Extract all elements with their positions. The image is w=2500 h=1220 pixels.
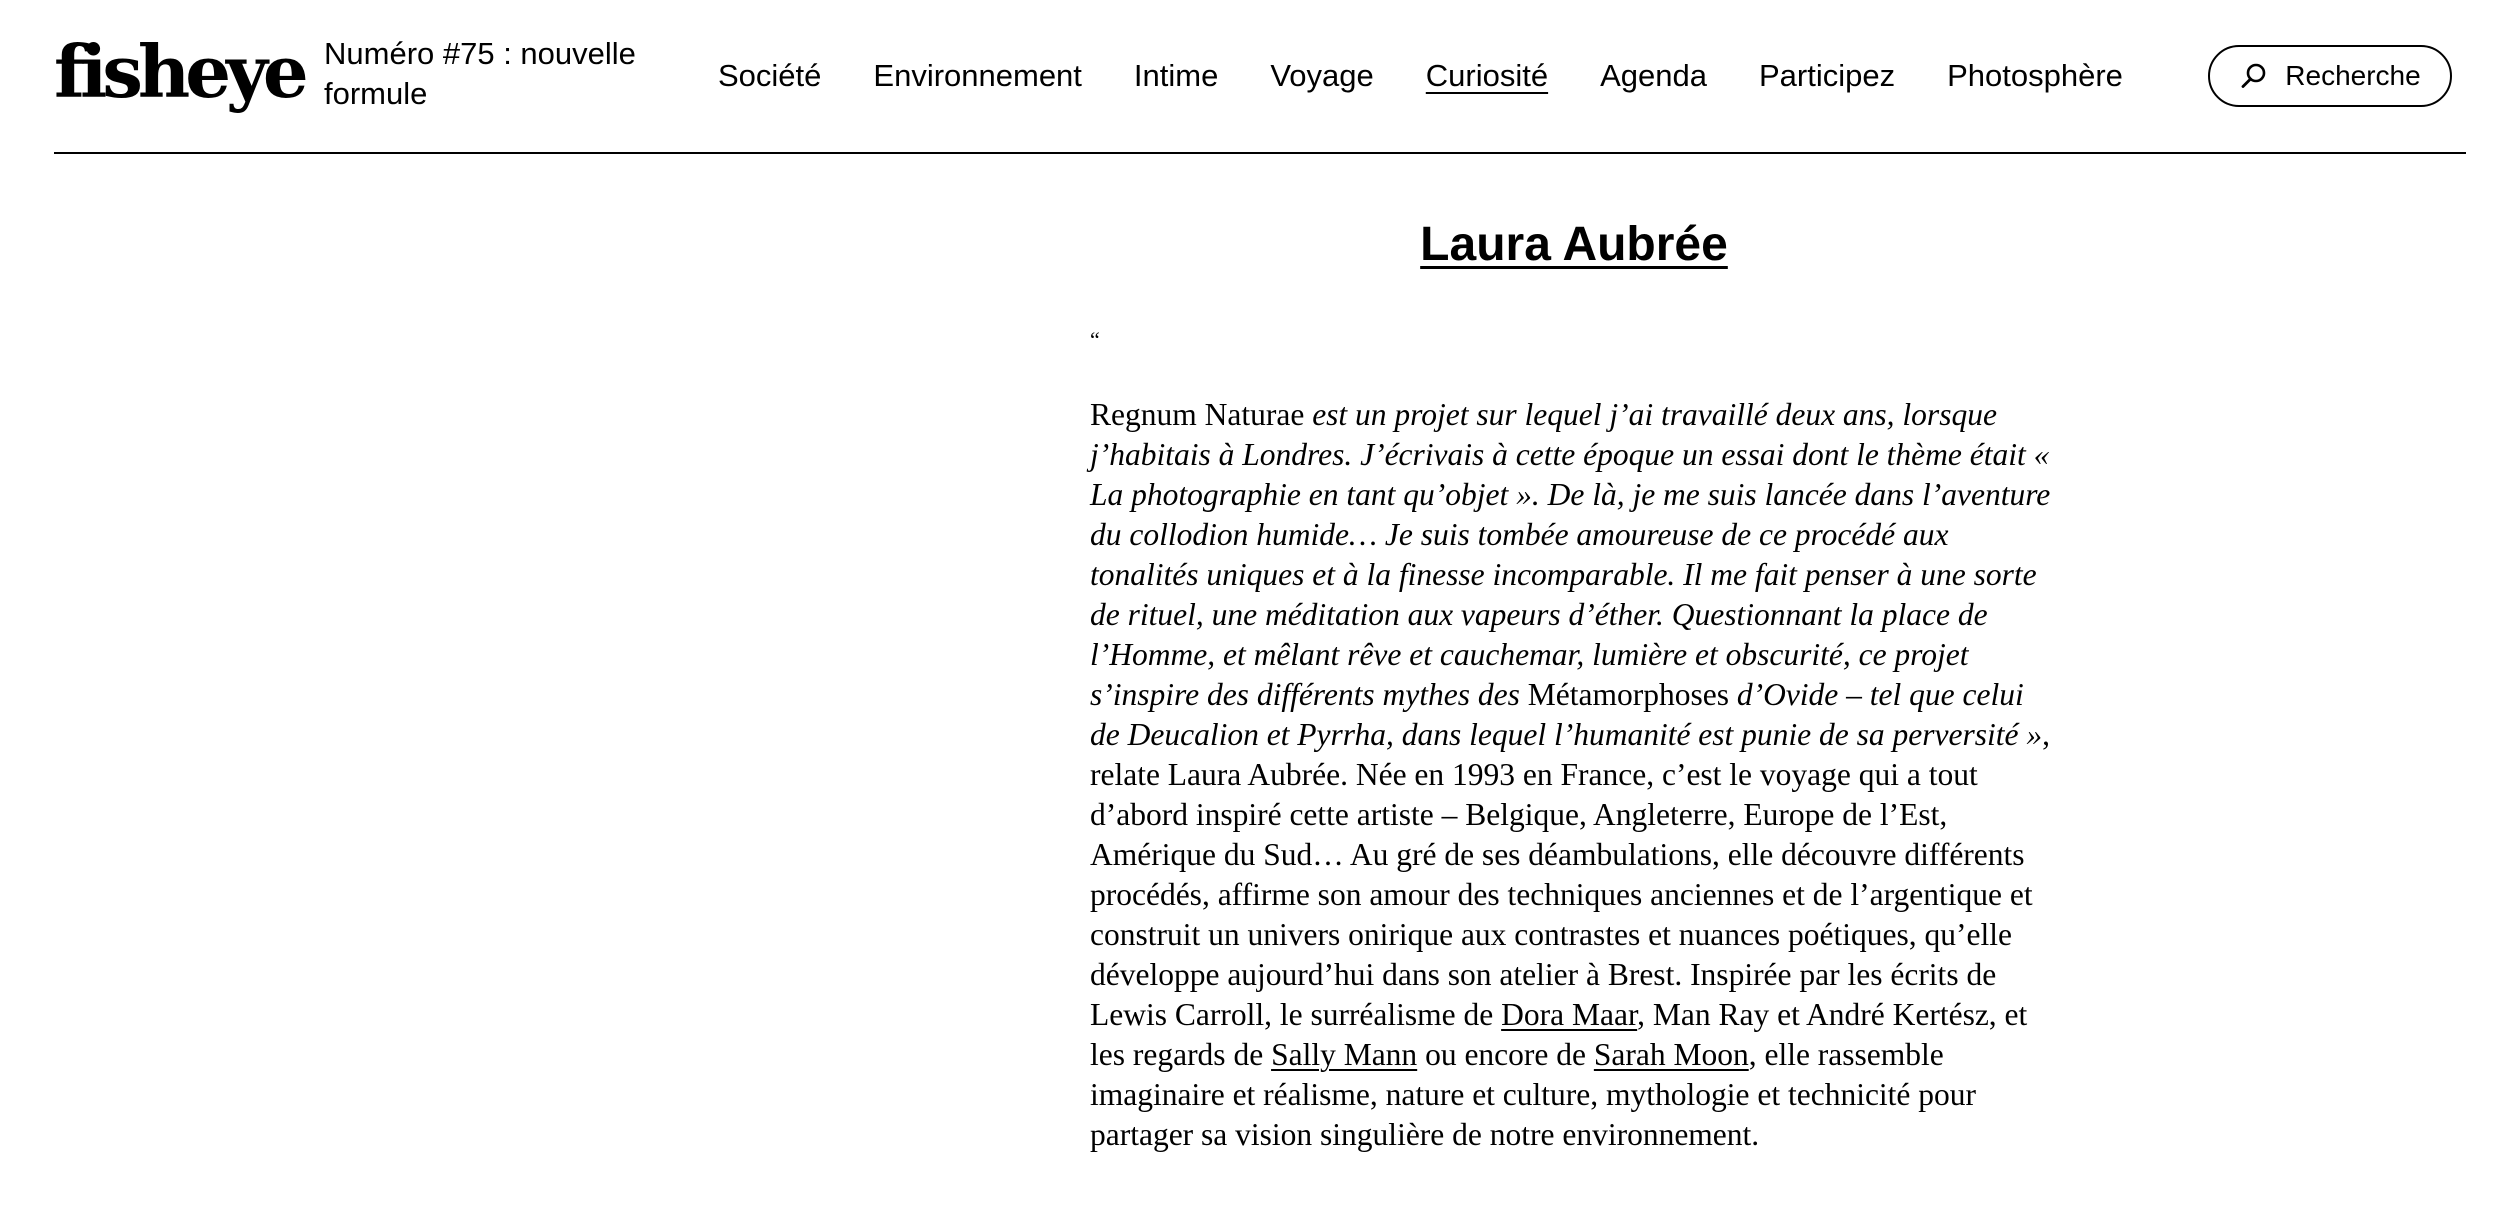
nav-item-participez[interactable]: Participez (1759, 58, 1896, 93)
nav-item-agenda[interactable]: Agenda (1600, 58, 1707, 93)
nav-item-societe[interactable]: Société (718, 58, 822, 93)
body-segment: Métamorphoses (1527, 677, 1729, 712)
body-segment: , Man Ray et André Kertész, et les regards de (1090, 997, 2028, 1072)
issue-link[interactable]: Numéro #75 : nouvelle formule (324, 36, 636, 111)
body-segment-italic: d’Ovide – tel que celui de Deucalion et Pyrrha, dans lequel l’humanité est punie de sa perversité » (1090, 677, 2043, 752)
body-segment-italic: est un projet sur lequel j’ai travaillé deux ans, lorsque j’habitais à Londres. J’écrivais à cette époque un essai dont le thème était « La photographie en tant qu’objet ». De là, je me suis lancée dans l’aventure du collodion humide… Je suis tombée amoureuse de ce procédé aux tonalités uniques et à la finesse incomparable. Il me fait penser à une sorte de rituel, une méditation aux vapeurs d’éther. Questionnant la place de l’Homme, et mêlant rêve et cauchemar, lumière et obscurité, ce projet s’inspire des différents mythes des (1090, 397, 2051, 712)
site-header (54, 0, 2466, 154)
body-segment: ou encore de (1417, 1037, 1594, 1072)
search-button[interactable] (2208, 45, 2452, 107)
opening-quote-mark: “ (1090, 327, 1100, 352)
article-title-link[interactable]: Laura Aubrée (1420, 218, 1728, 271)
nav-item-environnement[interactable]: Environnement (873, 58, 1082, 93)
link-sally-mann[interactable]: Sally Mann (1271, 1037, 1418, 1072)
search-button-label: Recherche (2285, 60, 2421, 91)
body-segment: Regnum Naturae (1090, 397, 1305, 432)
article-body (1090, 395, 2058, 1155)
nav-item-curiosite[interactable]: Curiosité (1425, 58, 1549, 93)
search-icon (2239, 61, 2269, 91)
nav-item-voyage[interactable]: Voyage (1270, 58, 1374, 93)
article (1090, 215, 2058, 1155)
link-dora-maar[interactable]: Dora Maar (1501, 997, 1638, 1032)
body-segment: , relate Laura Aubrée. Née en 1993 en France, c’est le voyage qui a tout d’abord inspiré cette artiste – Belgique, Angleterre, Europe de l’Est, Amérique du Sud… Au gré de ses déambulations, elle découvre différents procédés, affirme son amour des techniques anciennes et de l’argentique et construit un univers onirique aux contrastes et nuances poétiques, qu’elle développe aujourd’hui dans son atelier à Brest. Inspirée par les écrits de Lewis Carroll, le surréalisme de (1090, 717, 2050, 1032)
nav-item-photosphere[interactable]: Photosphère (1947, 58, 2123, 93)
article-title (1090, 215, 2058, 275)
nav-item-intime[interactable]: Intime (1133, 58, 1219, 93)
body-segment: , elle rassemble imaginaire et réalisme, nature et culture, mythologie et technicité pour partager sa vision singulière de notre environnement. (1090, 1037, 1977, 1152)
main-nav (718, 54, 2123, 98)
link-sarah-moon[interactable]: Sarah Moon (1593, 1037, 1749, 1072)
site-logo[interactable]: fisheye (54, 29, 304, 114)
